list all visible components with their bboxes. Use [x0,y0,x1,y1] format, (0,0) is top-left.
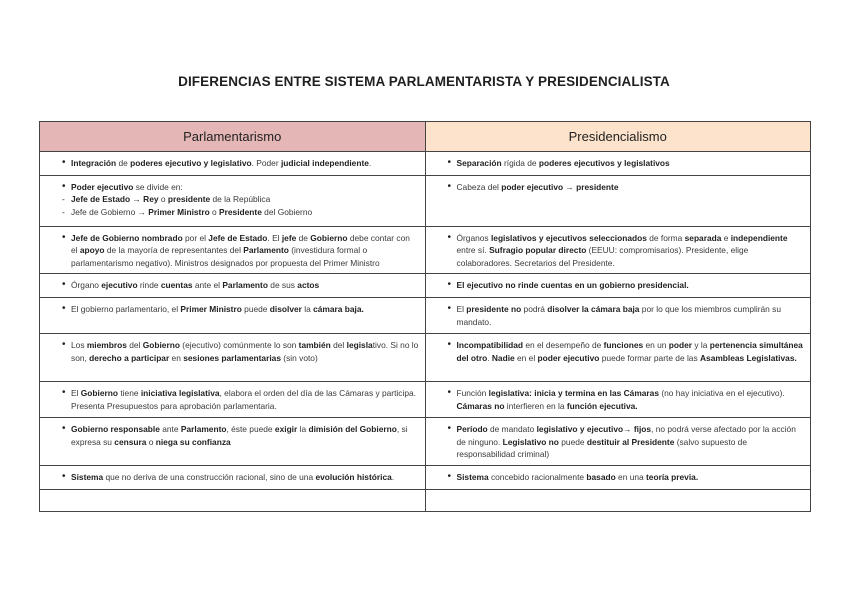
table-row [40,274,811,298]
dash-item: - Jefe de Gobierno → Primer Ministro o Presidente del Gobierno [47,206,419,218]
cell-empty [40,490,426,512]
bullet-item: • Sistema concebido racionalmente basado en una teoría previa. [433,471,805,483]
cell-parlamentarismo [40,418,426,466]
cell-parlamentarismo [40,334,426,382]
cell-parlamentarismo [40,274,426,298]
bullet-item: • Período de mandato legislativo y ejecutivo→ fijos, no podrá verse afectado por la acción de ninguno. Legislativo no puede destituir al Presidente (salvo supuesto de responsabilidad criminal) [433,423,805,460]
table-row [40,152,811,176]
cell-parlamentarismo [40,298,426,334]
table-row-empty [40,490,811,512]
dash-item: - Jefe de Estado → Rey o presidente de la República [47,193,419,205]
cell-presidencialismo [425,334,811,382]
header-presidencialismo: Presidencialismo [425,122,811,152]
table-row [40,418,811,466]
bullet-item: • Incompatibilidad en el desempeño de funciones en un poder y la pertenencia simultánea del otro. Nadie en el poder ejecutivo puede formar parte de las Asambleas Legislativas. [433,339,805,364]
table-header-row [40,122,811,152]
cell-presidencialismo [425,382,811,418]
table-row [40,176,811,227]
bullet-item: • El ejecutivo no rinde cuentas en un gobierno presidencial. [433,279,805,291]
cell-presidencialismo [425,176,811,227]
bullet-item: • Gobierno responsable ante Parlamento, éste puede exigir la dimisión del Gobierno, si expresa su censura o niega su confianza [47,423,419,448]
cell-presidencialismo [425,152,811,176]
bullet-item: • El gobierno parlamentario, el Primer Ministro puede disolver la cámara baja. [47,303,419,315]
bullet-item: • Órganos legislativos y ejecutivos seleccionados de forma separada e independiente entre sí. Sufragio popular directo (EEUU: compromisarios). Presidente, elige colaboradores. Secretarios del Presidente. [433,232,805,269]
bullet-item: • El presidente no podrá disolver la cámara baja por lo que los miembros cumplirán su mandato. [433,303,805,328]
cell-parlamentarismo [40,152,426,176]
cell-presidencialismo [425,466,811,490]
cell-empty [425,490,811,512]
bullet-item: • Jefe de Gobierno nombrado por el Jefe de Estado. El jefe de Gobierno debe contar con el apoyo de la mayoría de representantes del Parlamento (investidura formal o parlamentarismo negativo). Ministros designados por propuesta del Primer Ministro [47,232,419,269]
bullet-item: • Los miembros del Gobierno (ejecutivo) comúnmente lo son también del legislativo. Si no lo son, derecho a participar en sesiones parlamentarias (sin voto) [47,339,419,364]
table-row [40,382,811,418]
cell-parlamentarismo [40,466,426,490]
cell-presidencialismo [425,298,811,334]
bullet-item: • Cabeza del poder ejecutivo → presidente [433,181,805,193]
table-row [40,298,811,334]
page-title: DIFERENCIAS ENTRE SISTEMA PARLAMENTARISTA Y PRESIDENCIALISTA [178,74,670,89]
bullet-item: • Sistema que no deriva de una construcción racional, sino de una evolución histórica. [47,471,419,483]
bullet-item: • Poder ejecutivo se divide en: [47,181,419,193]
cell-parlamentarismo [40,176,426,227]
cell-presidencialismo [425,227,811,274]
cell-presidencialismo [425,418,811,466]
cell-parlamentarismo [40,382,426,418]
bullet-item: • Integración de poderes ejecutivo y legislativo. Poder judicial independiente. [47,157,419,169]
table-row [40,334,811,382]
comparison-table [39,121,811,512]
cell-presidencialismo [425,274,811,298]
bullet-item: • Separación rígida de poderes ejecutivos y legislativos [433,157,805,169]
bullet-item: • Órgano ejecutivo rinde cuentas ante el Parlamento de sus actos [47,279,419,291]
table-row [40,466,811,490]
bullet-item: • El Gobierno tiene iniciativa legislativa, elabora el orden del día de las Cámaras y participa. Presenta Presupuestos para aprobación parlamentaria. [47,387,419,412]
bullet-item: • Función legislativa: inicia y termina en las Cámaras (no hay iniciativa en el ejecutivo). Cámaras no interfieren en la función ejecutiva. [433,387,805,412]
header-parlamentarismo: Parlamentarismo [40,122,426,152]
cell-parlamentarismo [40,227,426,274]
table-row [40,227,811,274]
